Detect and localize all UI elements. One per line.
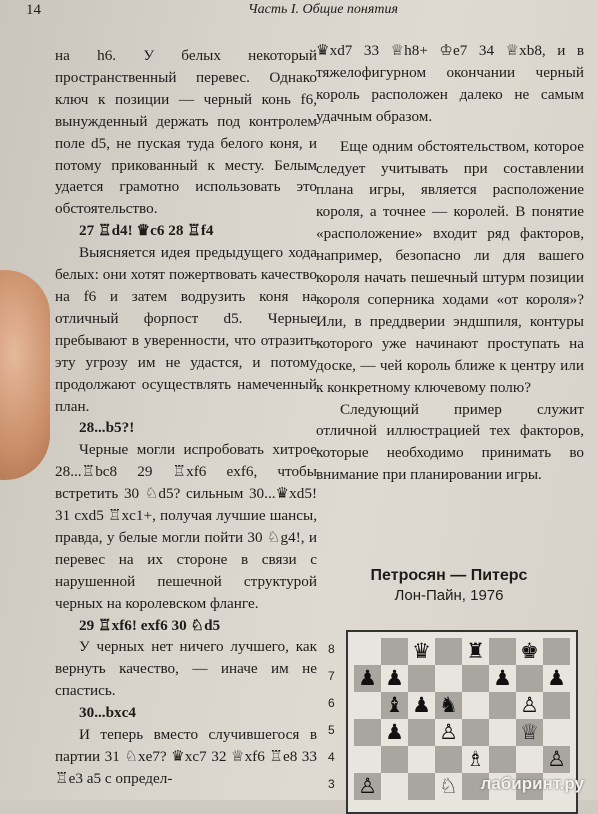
- paragraph: ♛xd7 33 ♕h8+ ♔e7 34 ♕xb8, и в тяжелофигурном окончании черный король расположен далеко не самым удачным образом.: [316, 42, 584, 125]
- chess-piece: ♟: [412, 693, 431, 717]
- chess-piece: ♗: [466, 747, 485, 771]
- reader-finger: [0, 270, 50, 480]
- chess-piece: ♕: [520, 720, 539, 744]
- board-square: [408, 773, 435, 800]
- rank-label: 5: [328, 723, 335, 737]
- board-square: [516, 746, 543, 773]
- game-heading: [340, 567, 558, 604]
- board-square: [408, 719, 435, 746]
- rank-labels: [328, 636, 342, 798]
- game-event: Лон-Пайн, 1976: [394, 587, 504, 604]
- chess-piece: ♙: [439, 720, 458, 744]
- paragraph: И теперь вместо случившегося в партии 31 ♘xe7? ♛xc7 32 ♕xf6 ♖e8 33 ♖e3 a5 с определ-: [55, 726, 317, 787]
- board-square: [516, 665, 543, 692]
- board-square: [354, 638, 381, 665]
- chess-piece: ♛: [412, 639, 431, 663]
- page-header: [0, 0, 598, 22]
- board-square: [354, 719, 381, 746]
- board-square: [381, 773, 408, 800]
- paragraph: Черные могли испробовать хитрое 28...♖bc8 29 ♖xf6 exf6, чтобы встретить 30 ♘d5? сильным 30...♛xd5! 31 cxd5 ♖xc1+, получая лучшие шансы, правда, у белые могли пойти 30 ♘g4!, и перевес на их стороне в связи с нарушенной пешечной структурой черных на королевском фланге.: [55, 441, 317, 612]
- board-square: [489, 638, 516, 665]
- chess-piece: ♟: [493, 666, 512, 690]
- paragraph: У черных нет ничего лучшего, как вернуть качество, — иначе им не спастись.: [55, 638, 317, 700]
- watermark: лабиринт.ру: [480, 774, 584, 793]
- board-square: [435, 746, 462, 773]
- chess-piece: ♘: [439, 774, 458, 798]
- board-square: [462, 692, 489, 719]
- rank-label: 7: [328, 669, 335, 683]
- rank-label: 8: [328, 642, 335, 656]
- board-square: [543, 692, 570, 719]
- chess-piece: ♝: [385, 693, 404, 717]
- paragraph: на h6. У белых некоторый пространственный перевес. Однако ключ к позиции — черный конь f6, вынужденный держать под контролем поле d5, не пуская туда белого коня, и потому прикованный к месту. Белым удается грамотно использовать это обстоятельство.: [55, 47, 317, 218]
- move-line: 29 ♖xf6! exf6 30 ♘d5: [79, 616, 221, 634]
- chess-piece: ♞: [439, 693, 458, 717]
- paragraph: Следующий пример служит отличной иллюстрацией тех факторов, которые необходимо принимать во внимание при планировании игры.: [316, 400, 584, 484]
- board-square: [489, 719, 516, 746]
- board-square: [543, 638, 570, 665]
- board-square: [354, 746, 381, 773]
- board-square: [543, 719, 570, 746]
- left-text-column: [55, 45, 317, 790]
- paragraph: Выясняется идея предыдущего хода белых: они хотят пожертвовать качество на f6 и затем водрузить коня на отличный форпост d5. Черные пребывают в уверенности, что отразить эту угрозу им не удастся, и потому продолжают осуществлять намеченный план.: [55, 244, 317, 415]
- chess-piece: ♙: [520, 693, 539, 717]
- chess-piece: ♟: [547, 666, 566, 690]
- rank-label: 4: [328, 750, 335, 764]
- chess-piece: ♚: [520, 639, 539, 663]
- paragraph-gap: [316, 128, 584, 136]
- rank-label: 3: [328, 777, 335, 791]
- board-square: [489, 746, 516, 773]
- chess-piece: ♟: [385, 720, 404, 744]
- paragraph: Еще одним обстоятельством, которое следует учитывать при составлении плана игры, является расположение короля, а точнее — королей. В понятие «расположение» входит ряд факторов, например, безопасно ли для вашего короля начать пешечный штурм позиции короля соперника ходами «от короля»? Или, в преддверии эндшпиля, контуры которого уже начинают проступать на доске, — чей король ближе к центру или к конкретному ключевому полю?: [316, 137, 584, 396]
- move-line: 28...b5?!: [79, 419, 135, 437]
- board-square: [435, 638, 462, 665]
- board-square: [462, 665, 489, 692]
- chess-piece: ♟: [385, 666, 404, 690]
- chess-piece: ♙: [358, 774, 377, 798]
- board-square: [489, 692, 516, 719]
- board-square: [408, 746, 435, 773]
- chess-piece: ♙: [547, 747, 566, 771]
- page-number: 14: [26, 2, 41, 18]
- running-title: Часть I. Общие понятия: [247, 2, 398, 17]
- board-square: [435, 665, 462, 692]
- game-players: Петросян — Питерс: [370, 567, 528, 584]
- board-square: [408, 665, 435, 692]
- board-square: [381, 746, 408, 773]
- chess-piece: ♟: [358, 666, 377, 690]
- move-line: 27 ♖d4! ♛c6 28 ♖f4: [79, 222, 214, 240]
- move-line: 30...bxc4: [79, 704, 136, 722]
- rank-label: 6: [328, 696, 335, 710]
- board-square: [462, 719, 489, 746]
- right-text-column: [316, 40, 584, 486]
- board-square: [354, 692, 381, 719]
- board-square: [381, 638, 408, 665]
- chess-piece: ♜: [466, 639, 485, 663]
